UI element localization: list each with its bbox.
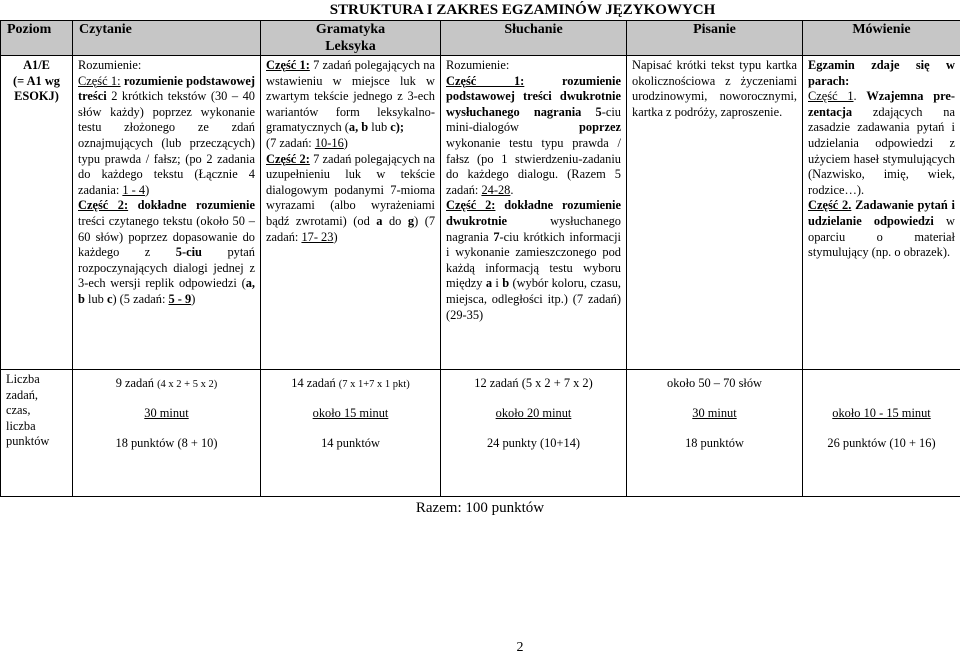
header-poziom: Poziom	[1, 21, 73, 56]
exam-structure-table	[0, 20, 960, 497]
header-sluchanie: Słuchanie	[441, 21, 627, 56]
stats-label-line4: liczba	[6, 419, 36, 433]
gramatyka-part1-count: (7 zadań:	[266, 136, 315, 150]
mowienie-part1-label: Część 1	[808, 89, 854, 103]
gramatyka-part1-close: );	[396, 120, 404, 134]
gramatyka-tasks-detail: (7 x 1+7 x 1 pkt)	[339, 379, 410, 390]
czytanie-tasks-detail: (4 x 2 + 5 x 2)	[157, 379, 217, 390]
czytanie-part1-close: )	[145, 183, 149, 197]
czytanie-tasks: 9 zadań	[116, 376, 154, 390]
sluchanie-time: około 20 minut	[496, 406, 572, 420]
page-number: 2	[0, 640, 960, 656]
sluchanie-part1-bold2: poprzez	[579, 120, 621, 134]
sluchanie-part2-text3: (wybór koloru, czasu, miejsca, odległości itp.) (7 zadań) (29-35)	[446, 276, 621, 321]
mowienie-time: około 10 - 15 minut	[832, 406, 930, 420]
sluchanie-part2-label: Część 2:	[446, 198, 495, 212]
czytanie-part1-range: 1 - 4	[122, 183, 145, 197]
header-gramatyka-line2: Leksyka	[325, 39, 376, 54]
gramatyka-part2-a: a	[376, 214, 382, 228]
stats-mowienie	[803, 370, 960, 497]
czytanie-part2-lub: lub	[85, 292, 107, 306]
czytanie-part1-label: Część 1:	[78, 74, 121, 88]
level-line3: ESOKJ)	[14, 89, 59, 103]
czytanie-time: 30 minut	[144, 406, 188, 420]
mowienie-part1-text: zdających na zasadzie zadawania pytań i udzielania odpowiedzi z użyciem haseł stymulujących (Nazwisko, imię, wiek, rodzice…).	[808, 105, 955, 197]
sluchanie-description	[441, 56, 627, 370]
pisanie-tasks: około 50 – 70 słów	[667, 376, 762, 390]
header-gramatyka	[261, 21, 441, 56]
sluchanie-part2-a: a	[486, 276, 492, 290]
gramatyka-part2-range: 17- 23	[301, 230, 333, 244]
gramatyka-part2-text: 7 zadań polegających na uzupełnieniu luk w tekście dialogowym podanymi 7-mioma wyrazami (albo wyrażeniami bądź zwrotami) (od	[266, 152, 435, 228]
sluchanie-part2-bold: dokładne rozumienie dwukrotnie	[446, 198, 621, 228]
sluchanie-part2-text: wysłuchanego nagrania	[446, 214, 621, 244]
pisanie-description	[627, 56, 803, 370]
total-points: Razem: 100 punktów	[0, 500, 960, 517]
header-mowienie: Mówienie	[803, 21, 960, 56]
gramatyka-part1-lub: lub	[368, 120, 390, 134]
sluchanie-part1-range: 24-28	[481, 183, 510, 197]
gramatyka-part1-count-close: )	[344, 136, 348, 150]
sluchanie-part2-i: i	[492, 276, 502, 290]
stats-label-line5: punktów	[6, 434, 49, 448]
gramatyka-part1-opt-c: c	[390, 120, 396, 134]
mowienie-part1-bold: Wzajemna pre-zentacja	[808, 89, 955, 119]
stats-label-line1: Liczba	[6, 372, 40, 386]
mowienie-description	[803, 56, 960, 370]
stats-czytanie	[73, 370, 261, 497]
gramatyka-part2-label: Część 2:	[266, 152, 310, 166]
mowienie-part1-after: .	[854, 89, 867, 103]
czytanie-part2-bold2: 5-ciu	[176, 245, 202, 259]
sluchanie-part2-b: b	[502, 276, 509, 290]
mowienie-points: 26 punktów (10 + 16)	[827, 436, 935, 450]
gramatyka-tasks: 14 zadań	[291, 376, 335, 390]
czytanie-part2-opts: a, b	[78, 276, 255, 306]
sluchanie-part1-bold: rozumienie podstawowej treści dwukrotnie wysłuchanego nagrania 5	[446, 74, 621, 119]
mowienie-intro: Egzamin zdaje się w parach:	[808, 58, 955, 88]
mowienie-part2-bold: Zadawanie pytań i udzielanie odpowiedzi	[808, 198, 955, 228]
sluchanie-intro: Rozumienie:	[446, 58, 509, 72]
pisanie-points: 18 punktów	[685, 436, 744, 450]
stats-label-line3: czas,	[6, 403, 30, 417]
stats-label-line2: zadań,	[6, 388, 38, 402]
pisanie-time: 30 minut	[692, 406, 736, 420]
sluchanie-part1-close: .	[510, 183, 513, 197]
gramatyka-time: około 15 minut	[313, 406, 389, 420]
gramatyka-part1-range: 10-16	[315, 136, 344, 150]
czytanie-part2-close: )	[191, 292, 195, 306]
mowienie-part2-text: w oparciu o materiał stymulujący (np. o obrazek).	[808, 214, 955, 259]
header-czytanie: Czytanie	[73, 21, 261, 56]
description-row	[1, 56, 960, 370]
gramatyka-part2-close: )	[333, 230, 337, 244]
czytanie-intro: Rozumienie:	[78, 58, 141, 72]
sluchanie-part2-bold2: 7	[493, 230, 499, 244]
czytanie-description	[73, 56, 261, 370]
czytanie-part2-text2: pytań rozpoczynających dialogi jednej z 3-ech wersji replik odpowiedzi (	[78, 245, 255, 290]
pisanie-text: Napisać krótki tekst typu kartka okolicznościowa z życzeniami urodzinowymi, noworocznymi, kartka z podróży, zaproszenie.	[632, 58, 797, 119]
czytanie-part2-text3: ) (5 zadań:	[112, 292, 168, 306]
sluchanie-points: 24 punkty (10+14)	[487, 436, 580, 450]
level-line2: (= A1 wg	[13, 74, 60, 88]
gramatyka-part1-opts: a, b	[349, 120, 368, 134]
stats-gramatyka	[261, 370, 441, 497]
gramatyka-part1-text: 7 zadań polegających na wstawieniu w miejsce luk w zwartym tekście jednego z 3-ech wariantów form leksykalno-gramatycznych (	[266, 58, 435, 134]
sluchanie-tasks: 12 zadań (5 x 2 + 7 x 2)	[474, 376, 592, 390]
level-line1: A1/E	[23, 58, 50, 72]
gramatyka-points: 14 punktów	[321, 436, 380, 450]
czytanie-part2-bold: dokładne rozumienie	[138, 198, 255, 212]
gramatyka-part1-label: Część 1:	[266, 58, 310, 72]
sluchanie-part1-text: -ciu mini-dialogów	[446, 105, 621, 135]
czytanie-points: 18 punktów (8 + 10)	[116, 436, 218, 450]
czytanie-part2-opt-c: c	[107, 292, 113, 306]
stats-pisanie	[627, 370, 803, 497]
czytanie-part1-text: 2 krótkich tekstów (30 – 40 słów każdy) poprzez wykonanie testu złożonego ze zdań oznajmujących (lub przeczących) typu prawda / fałsz; (po 2 zadania do każdego tekstu (Łącznie 4 zadania:	[78, 89, 255, 197]
stats-row	[1, 370, 960, 497]
czytanie-part2-range: 5 - 9	[169, 292, 192, 306]
sluchanie-part1-text2: wykonanie testu typu prawda / fałsz (po 1 stwierdzeniu-zadaniu do każdego dialogu. (Razem 5 zadań:	[446, 136, 621, 197]
stats-sluchanie	[441, 370, 627, 497]
gramatyka-part2-g: g	[408, 214, 414, 228]
header-gramatyka-line1: Gramatyka	[316, 22, 385, 37]
gramatyka-description	[261, 56, 441, 370]
gramatyka-part2-do: do	[383, 214, 408, 228]
header-row	[1, 21, 960, 56]
level-cell	[1, 56, 73, 370]
czytanie-part2-text1: treści czytanego tekstu (około 50 – 60 słów) poprzez dopasowanie do każdego z	[78, 214, 255, 259]
mowienie-part2-label: Część 2.	[808, 198, 851, 212]
czytanie-part1-bold: rozumienie podstawowej treści	[78, 74, 255, 104]
sluchanie-part2-text2: -ciu krótkich informacji i wykonanie zamieszczonego pod każdą informacją testu wyboru między	[446, 230, 621, 291]
stats-label-cell	[1, 370, 73, 497]
sluchanie-part1-label: Część 1:	[446, 74, 524, 88]
header-pisanie: Pisanie	[627, 21, 803, 56]
czytanie-part2-label: Część 2:	[78, 198, 128, 212]
page-title: STRUKTURA I ZAKRES EGZAMINÓW JĘZYKOWYCH	[0, 2, 960, 19]
gramatyka-part2-text2: ) (7 zadań:	[266, 214, 435, 244]
